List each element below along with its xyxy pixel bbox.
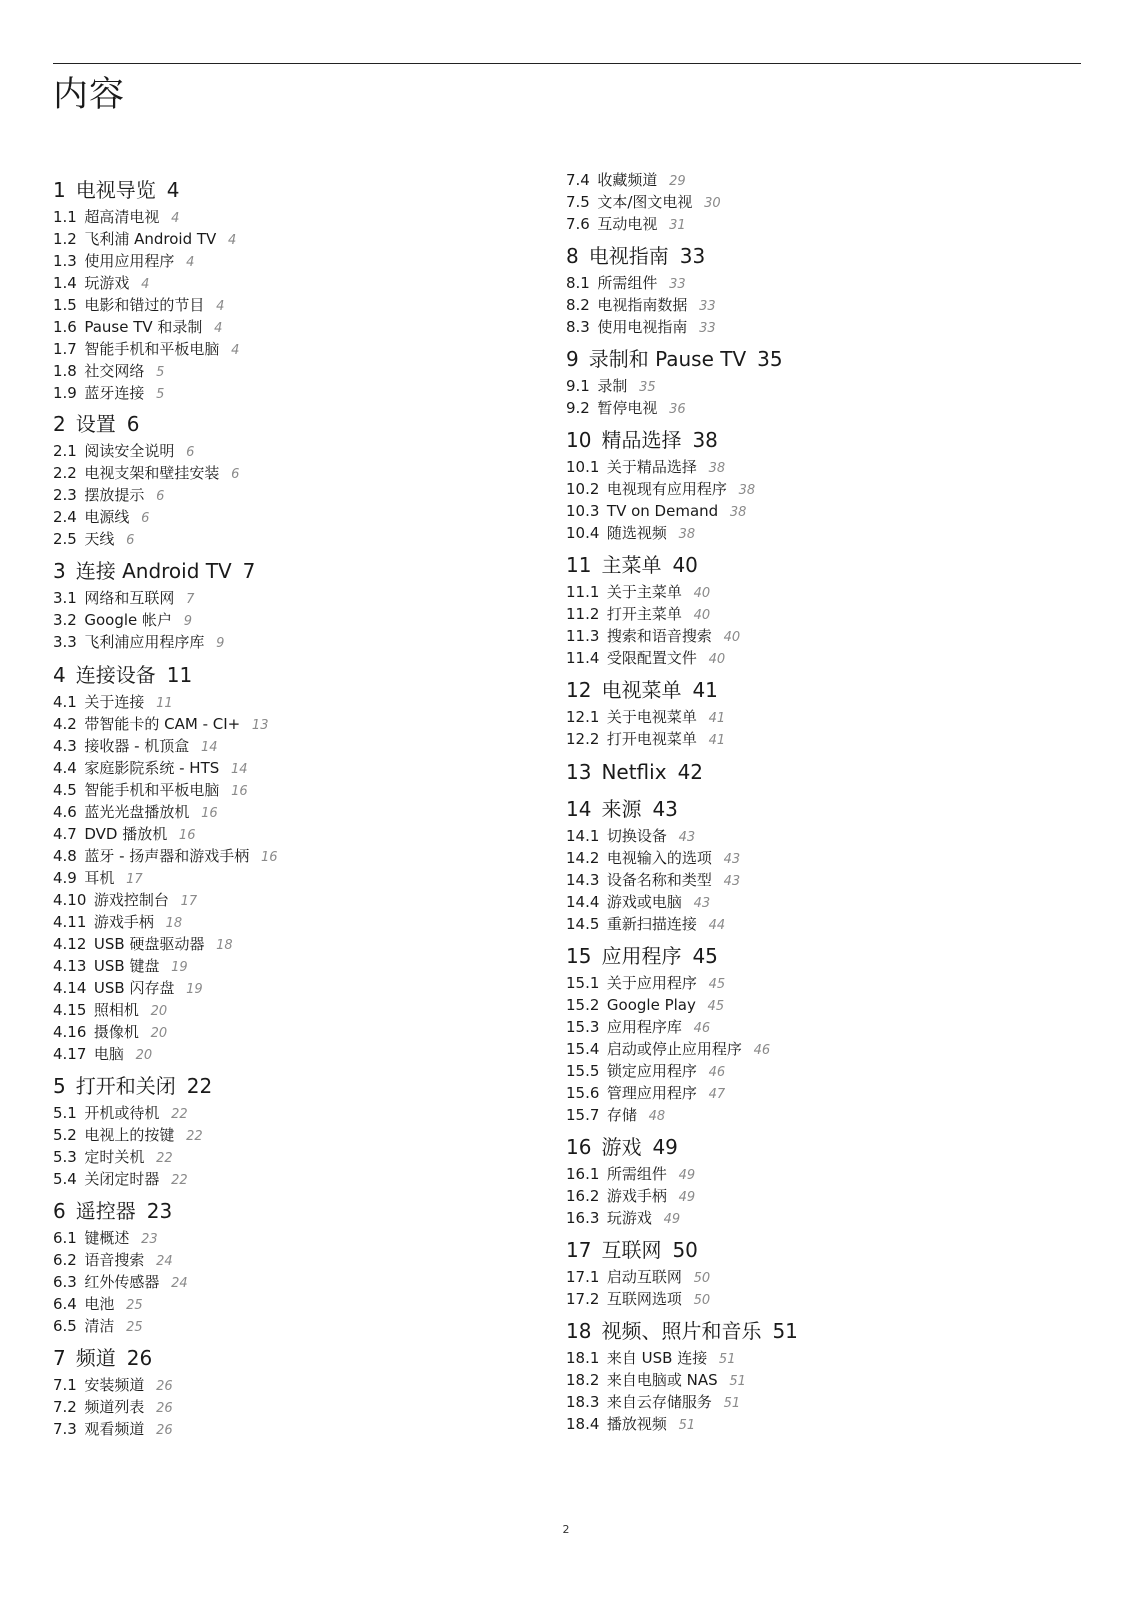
- toc-chapter[interactable]: 12 电视菜单 41: [566, 678, 718, 702]
- top-rule: [53, 63, 1081, 64]
- toc-entry[interactable]: 4.13 USB 键盘 19: [53, 957, 188, 975]
- toc-entry[interactable]: 15.2 Google Play 45: [566, 996, 725, 1014]
- toc-entry[interactable]: 10.2 电视现有应用程序 38: [566, 480, 756, 498]
- toc-entry[interactable]: 4.8 蓝牙 - 扬声器和游戏手柄 16: [53, 847, 278, 865]
- page-title: 内容: [53, 75, 126, 115]
- toc-entry[interactable]: 6.2 语音搜索 24: [53, 1251, 173, 1269]
- toc-chapter[interactable]: 14 来源 43: [566, 797, 678, 821]
- toc-entry[interactable]: 4.17 电脑 20: [53, 1045, 153, 1063]
- toc-entry[interactable]: 5.2 电视上的按键 22: [53, 1126, 203, 1144]
- toc-entry[interactable]: 4.10 游戏控制台 17: [53, 891, 198, 909]
- toc-entry[interactable]: 7.6 互动电视 31: [566, 215, 686, 233]
- toc-entry[interactable]: 6.4 电池 25: [53, 1295, 143, 1313]
- toc-entry[interactable]: 4.4 家庭影院系统 - HTS 14: [53, 759, 248, 777]
- toc-entry[interactable]: 1.2 飞利浦 Android TV 4: [53, 230, 237, 248]
- toc-entry[interactable]: 15.5 锁定应用程序 46: [566, 1062, 726, 1080]
- toc-entry[interactable]: 17.1 启动互联网 50: [566, 1268, 711, 1286]
- toc-chapter[interactable]: 17 互联网 50: [566, 1238, 698, 1262]
- toc-entry[interactable]: 18.2 来自电脑或 NAS 51: [566, 1371, 746, 1389]
- toc-entry[interactable]: 9.2 暂停电视 36: [566, 399, 686, 417]
- toc-entry[interactable]: 12.1 关于电视菜单 41: [566, 708, 726, 726]
- toc-entry[interactable]: 3.2 Google 帐户 9: [53, 611, 192, 629]
- toc-entry[interactable]: 1.9 蓝牙连接 5: [53, 384, 165, 402]
- toc-entry[interactable]: 2.2 电视支架和壁挂安装 6: [53, 464, 240, 482]
- toc-entry[interactable]: 7.4 收藏频道 29: [566, 171, 686, 189]
- toc-entry[interactable]: 4.6 蓝光光盘播放机 16: [53, 803, 218, 821]
- toc-entry[interactable]: 10.4 随选视频 38: [566, 524, 696, 542]
- toc-entry[interactable]: 1.5 电影和错过的节目 4: [53, 296, 225, 314]
- toc-entry[interactable]: 17.2 互联网选项 50: [566, 1290, 711, 1308]
- toc-entry[interactable]: 10.3 TV on Demand 38: [566, 502, 747, 520]
- toc-entry[interactable]: 11.3 搜索和语音搜索 40: [566, 627, 741, 645]
- toc-chapter[interactable]: 18 视频、照片和音乐 51: [566, 1319, 798, 1343]
- toc-entry[interactable]: 10.1 关于精品选择 38: [566, 458, 726, 476]
- toc-entry[interactable]: 4.14 USB 闪存盘 19: [53, 979, 203, 997]
- toc-entry[interactable]: 16.3 玩游戏 49: [566, 1209, 681, 1227]
- toc-chapter[interactable]: 16 游戏 49: [566, 1135, 678, 1159]
- toc-entry[interactable]: 15.1 关于应用程序 45: [566, 974, 726, 992]
- toc-entry[interactable]: 11.1 关于主菜单 40: [566, 583, 711, 601]
- toc-entry[interactable]: 15.6 管理应用程序 47: [566, 1084, 726, 1102]
- toc-entry[interactable]: 16.2 游戏手柄 49: [566, 1187, 696, 1205]
- toc-entry[interactable]: 7.2 频道列表 26: [53, 1398, 173, 1416]
- toc-entry[interactable]: 5.1 开机或待机 22: [53, 1104, 188, 1122]
- toc-entry[interactable]: 18.3 来自云存储服务 51: [566, 1393, 741, 1411]
- toc-chapter[interactable]: 4 连接设备 11: [53, 663, 193, 687]
- toc-entry[interactable]: 3.3 飞利浦应用程序库 9: [53, 633, 225, 651]
- toc-entry[interactable]: 18.4 播放视频 51: [566, 1415, 696, 1433]
- toc-entry[interactable]: 4.12 USB 硬盘驱动器 18: [53, 935, 233, 953]
- toc-entry[interactable]: 11.4 受限配置文件 40: [566, 649, 726, 667]
- toc-entry[interactable]: 8.2 电视指南数据 33: [566, 296, 716, 314]
- toc-entry[interactable]: 8.3 使用电视指南 33: [566, 318, 716, 336]
- toc-entry[interactable]: 16.1 所需组件 49: [566, 1165, 696, 1183]
- toc-chapter[interactable]: 6 遥控器 23: [53, 1199, 173, 1223]
- toc-entry[interactable]: 1.6 Pause TV 和录制 4: [53, 318, 223, 336]
- toc-entry[interactable]: 4.1 关于连接 11: [53, 693, 173, 711]
- toc-chapter[interactable]: 9 录制和 Pause TV 35: [566, 347, 783, 371]
- toc-chapter[interactable]: 3 连接 Android TV 7: [53, 559, 256, 583]
- toc-entry[interactable]: 14.2 电视输入的选项 43: [566, 849, 741, 867]
- toc-entry[interactable]: 6.3 红外传感器 24: [53, 1273, 188, 1291]
- toc-entry[interactable]: 14.5 重新扫描连接 44: [566, 915, 726, 933]
- toc-entry[interactable]: 2.4 电源线 6: [53, 508, 150, 526]
- toc-entry[interactable]: 8.1 所需组件 33: [566, 274, 686, 292]
- toc-entry[interactable]: 1.8 社交网络 5: [53, 362, 165, 380]
- toc-chapter[interactable]: 13 Netflix 42: [566, 760, 704, 784]
- toc-entry[interactable]: 2.3 摆放提示 6: [53, 486, 165, 504]
- toc-chapter[interactable]: 2 设置 6: [53, 412, 140, 436]
- toc-chapter[interactable]: 15 应用程序 45: [566, 944, 718, 968]
- toc-entry[interactable]: 1.3 使用应用程序 4: [53, 252, 195, 270]
- toc-entry[interactable]: 4.5 智能手机和平板电脑 16: [53, 781, 248, 799]
- toc-entry[interactable]: 4.7 DVD 播放机 16: [53, 825, 196, 843]
- toc-entry[interactable]: 15.3 应用程序库 46: [566, 1018, 711, 1036]
- toc-entry[interactable]: 12.2 打开电视菜单 41: [566, 730, 726, 748]
- toc-entry[interactable]: 4.9 耳机 17: [53, 869, 143, 887]
- toc-entry[interactable]: 4.2 带智能卡的 CAM - CI+ 13: [53, 715, 269, 733]
- toc-entry[interactable]: 4.16 摄像机 20: [53, 1023, 168, 1041]
- page-number: 2: [562, 1523, 570, 1536]
- toc-entry[interactable]: 7.1 安装频道 26: [53, 1376, 173, 1394]
- toc-entry[interactable]: 7.5 文本/图文电视 30: [566, 193, 721, 211]
- toc-chapter[interactable]: 1 电视导览 4: [53, 178, 180, 202]
- toc-chapter[interactable]: 5 打开和关闭 22: [53, 1074, 213, 1098]
- toc-chapter[interactable]: 8 电视指南 33: [566, 244, 706, 268]
- toc-entry[interactable]: 15.7 存储 48: [566, 1106, 666, 1124]
- toc-entry[interactable]: 15.4 启动或停止应用程序 46: [566, 1040, 771, 1058]
- toc-entry[interactable]: 14.3 设备名称和类型 43: [566, 871, 741, 889]
- toc-entry[interactable]: 4.15 照相机 20: [53, 1001, 168, 1019]
- toc-chapter[interactable]: 11 主菜单 40: [566, 553, 698, 577]
- toc-entry[interactable]: 1.7 智能手机和平板电脑 4: [53, 340, 240, 358]
- toc-entry[interactable]: 6.1 键概述 23: [53, 1229, 158, 1247]
- toc-entry[interactable]: 9.1 录制 35: [566, 377, 656, 395]
- toc-entry[interactable]: 6.5 清洁 25: [53, 1317, 143, 1335]
- toc-chapter[interactable]: 7 频道 26: [53, 1346, 153, 1370]
- toc-chapter[interactable]: 10 精品选择 38: [566, 428, 718, 452]
- toc-entry[interactable]: 4.3 接收器 - 机顶盒 14: [53, 737, 218, 755]
- toc-entry[interactable]: 7.3 观看频道 26: [53, 1420, 173, 1438]
- toc-entry[interactable]: 3.1 网络和互联网 7: [53, 589, 195, 607]
- toc-entry[interactable]: 5.3 定时关机 22: [53, 1148, 173, 1166]
- toc-entry[interactable]: 2.5 天线 6: [53, 530, 135, 548]
- toc-entry[interactable]: 14.1 切换设备 43: [566, 827, 696, 845]
- toc-entry[interactable]: 14.4 游戏或电脑 43: [566, 893, 711, 911]
- toc-entry[interactable]: 2.1 阅读安全说明 6: [53, 442, 195, 460]
- toc-entry[interactable]: 1.4 玩游戏 4: [53, 274, 150, 292]
- toc-entry[interactable]: 1.1 超高清电视 4: [53, 208, 180, 226]
- toc-entry[interactable]: 11.2 打开主菜单 40: [566, 605, 711, 623]
- toc-entry[interactable]: 18.1 来自 USB 连接 51: [566, 1349, 736, 1367]
- toc-entry[interactable]: 5.4 关闭定时器 22: [53, 1170, 188, 1188]
- toc-entry[interactable]: 4.11 游戏手柄 18: [53, 913, 183, 931]
